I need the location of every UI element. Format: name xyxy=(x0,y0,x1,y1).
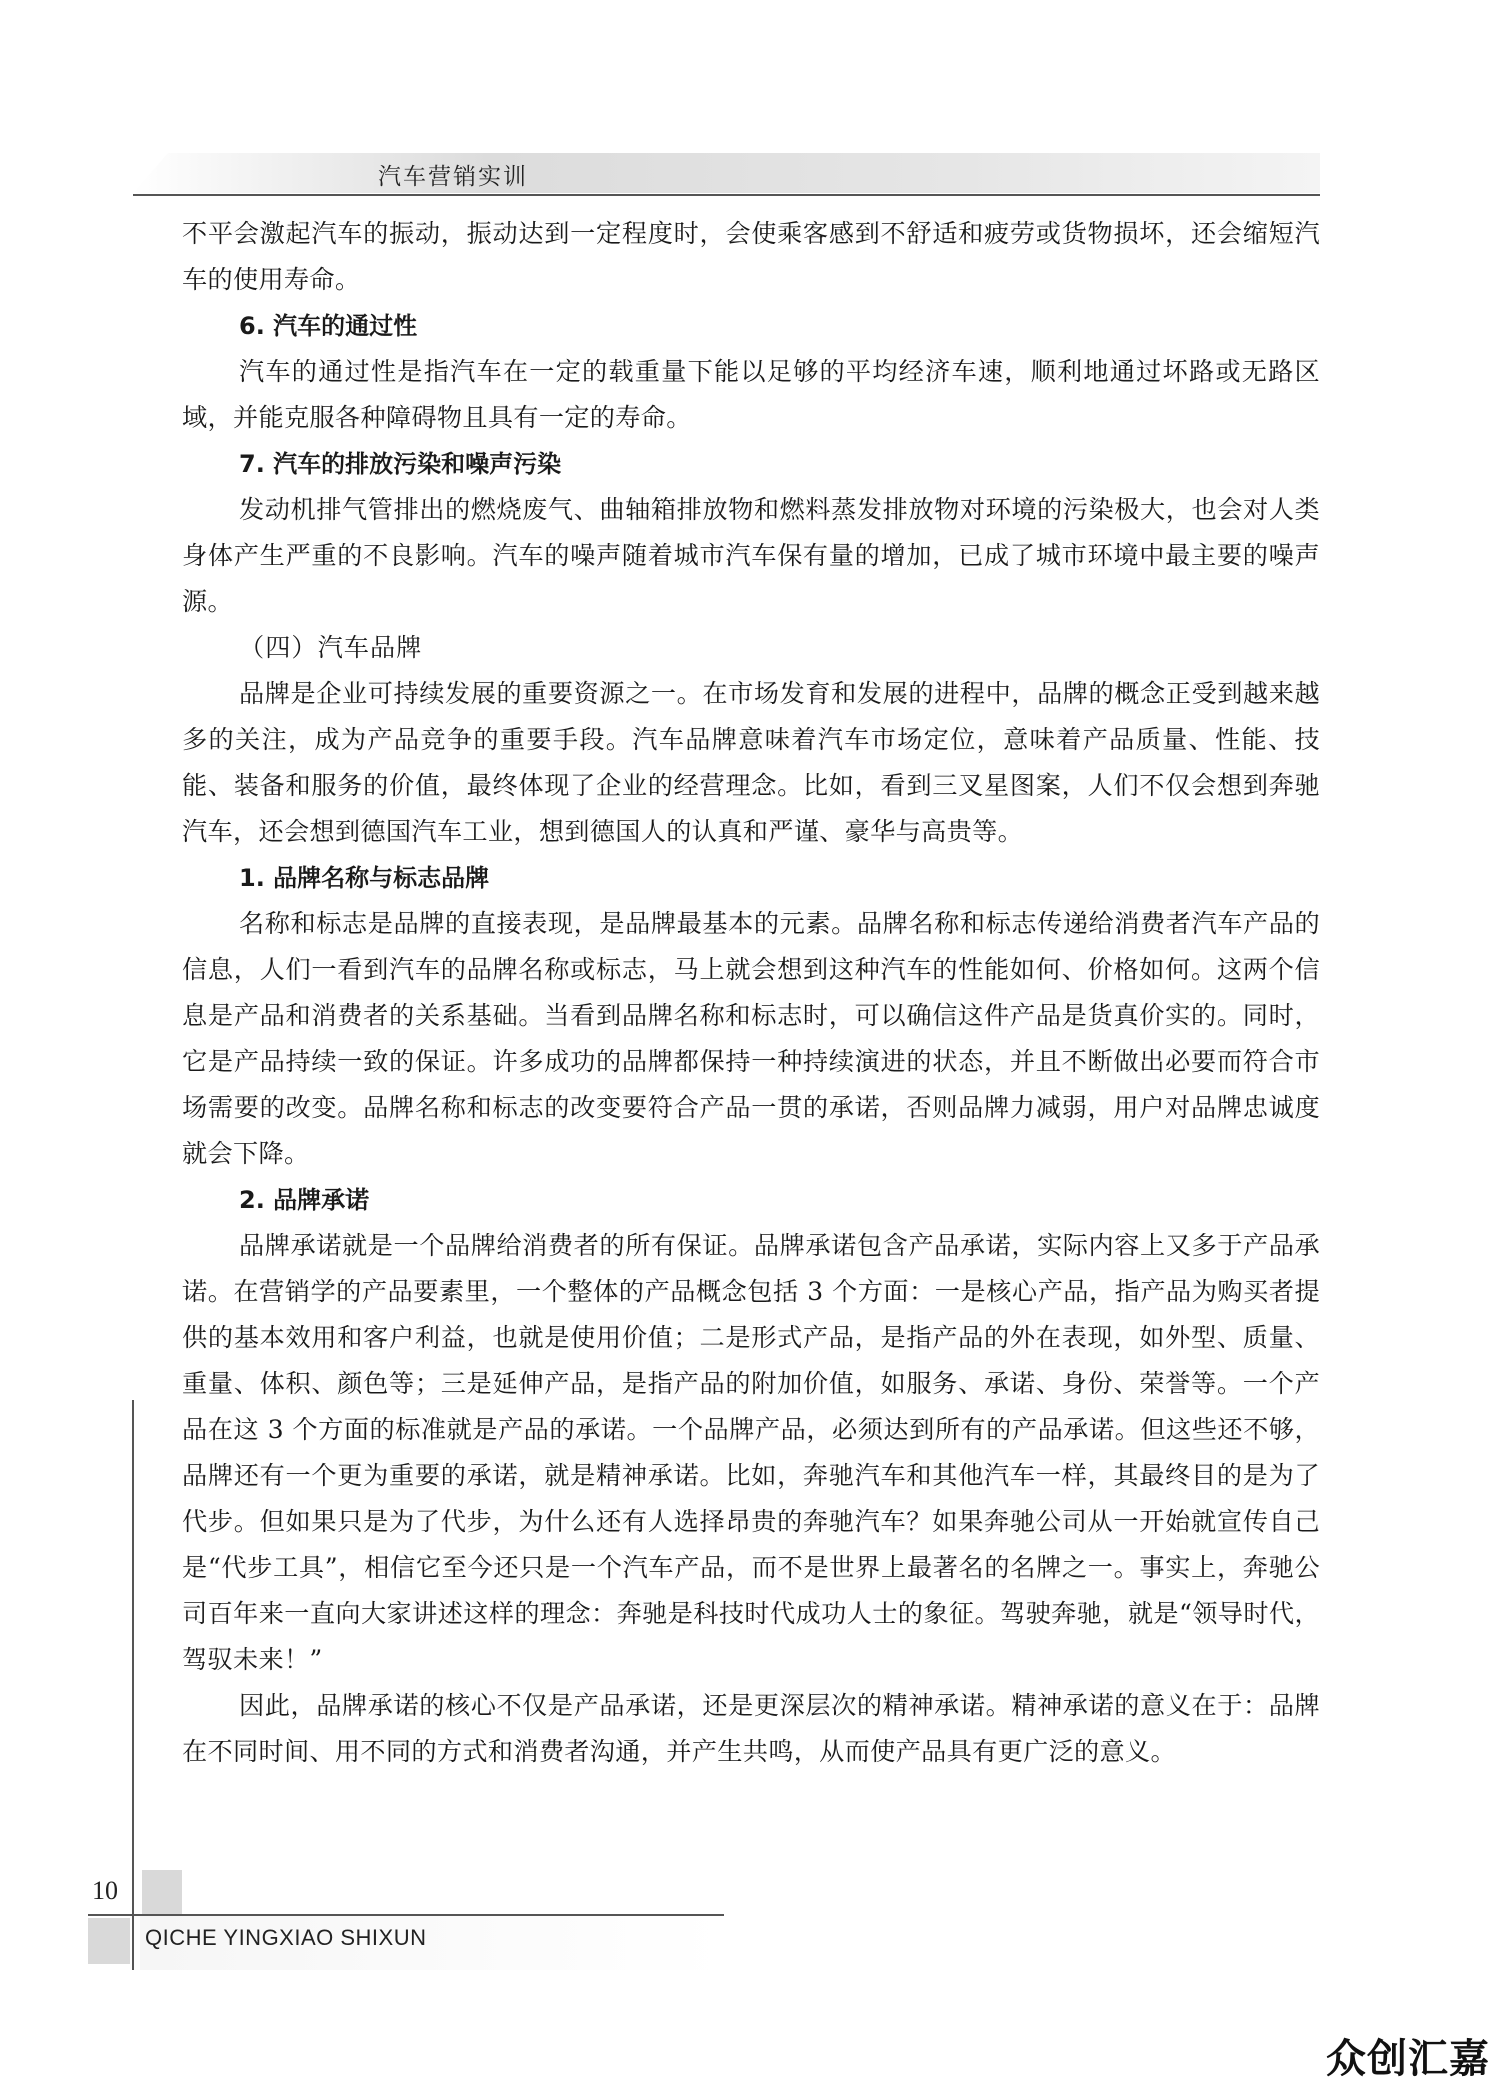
paragraph-brand-promise-conclusion: 因此，品牌承诺的核心不仅是产品承诺，还是更深层次的精神承诺。精神承诺的意义在于：品牌在不同时间、用不同的方式和消费者沟通，并产生共鸣，从而使产品具有更广泛的意义。 xyxy=(182,1691,1320,1766)
running-header-title: 汽车营销实训 xyxy=(378,164,528,190)
footer-decor-block xyxy=(88,1918,130,1964)
paragraph-continuation: 不平会激起汽车的振动，振动达到一定程度时，会使乘客感到不舒适和疲劳或货物损坏，还会缩短汽车的使用寿命。 xyxy=(182,219,1320,294)
heading-brand-promise: 2. 品牌承诺 xyxy=(239,1186,370,1214)
paragraph-car-brand: 品牌是企业可持续发展的重要资源之一。在市场发育和发展的进程中，品牌的概念正受到越来越多的关注，成为产品竞争的重要手段。汽车品牌意味着汽车市场定位，意味着产品质量、性能、技能、装备和服务的价值，最终体现了企业的经营理念。比如，看到三叉星图案，人们不仅会想到奔驰汽车，还会想到德国汽车工业，想到德国人的认真和严谨、豪华与高贵等。 xyxy=(182,679,1320,846)
footer-book-title-pinyin: QICHE YINGXIAO SHIXUN xyxy=(145,1925,427,1950)
paragraph-passability: 汽车的通过性是指汽车在一定的载重量下能以足够的平均经济车速，顺利地通过坏路或无路区域，并能克服各种障碍物且具有一定的寿命。 xyxy=(182,357,1320,432)
page-body xyxy=(182,211,1320,1775)
footer-decor-block xyxy=(142,1870,182,1914)
header-rule xyxy=(133,194,1320,196)
header-band xyxy=(133,153,1320,193)
paragraph-emission-noise: 发动机排气管排出的燃烧废气、曲轴箱排放物和燃料蒸发排放物对环境的污染极大，也会对人类身体产生严重的不良影响。汽车的噪声随着城市汽车保有量的增加，已成了城市环境中最主要的噪声源。 xyxy=(182,495,1320,616)
section-heading-car-brand: （四）汽车品牌 xyxy=(239,633,423,662)
footer-vertical-rule xyxy=(132,1400,134,1970)
paragraph-brand-name-logo: 名称和标志是品牌的直接表现，是品牌最基本的元素。品牌名称和标志传递给消费者汽车产品的信息，人们一看到汽车的品牌名称或标志，马上就会想到这种汽车的性能如何、价格如何。这两个信息是产品和消费者的关系基础。当看到品牌名称和标志时，可以确信这件产品是货真价实的。同时，它是产品持续一致的保证。许多成功的品牌都保持一种持续演进的状态，并且不断做出必要而符合市场需要的改变。品牌名称和标志的改变要符合产品一贯的承诺，否则品牌力减弱，用户对品牌忠诚度就会下降。 xyxy=(182,909,1320,1168)
heading-vehicle-passability: 6. 汽车的通过性 xyxy=(239,312,418,340)
page-number: 10 xyxy=(92,1876,118,1905)
watermark-logo: 众创汇嘉 xyxy=(1326,2036,1490,2082)
paragraph-brand-promise: 品牌承诺就是一个品牌给消费者的所有保证。品牌承诺包含产品承诺，实际内容上又多于产品承诺。在营销学的产品要素里，一个整体的产品概念包括 3 个方面：一是核心产品，指产品为购买者提供的基本效用和客户利益，也就是使用价值；二是形式产品，是指产品的外在表现，如外型、质量、重量、体积、颜色等；三是延伸产品，是指产品的附加价值，如服务、承诺、身份、荣誉等。一个产品在这 3 个方面的标准就是产品的承诺。一个品牌产品，必须达到所有的产品承诺。但这些还不够，品牌还有一个更为重要的承诺，就是精神承诺。比如，奔驰汽车和其他汽车一样，其最终目的是为了代步。但如果只是为了代步，为什么还有人选择昂贵的奔驰汽车？如果奔驰公司从一开始就宣传自己是“代步工具”，相信它至今还只是一个汽车产品，而不是世界上最著名的名牌之一。事实上，奔驰公司百年来一直向大家讲述这样的理念：奔驰是科技时代成功人士的象征。驾驶奔驰，就是“领导时代，驾驭未来！” xyxy=(182,1231,1320,1674)
heading-emission-noise: 7. 汽车的排放污染和噪声污染 xyxy=(239,450,562,478)
footer-rule xyxy=(88,1914,724,1916)
heading-brand-name-logo: 1. 品牌名称与标志品牌 xyxy=(239,864,490,892)
